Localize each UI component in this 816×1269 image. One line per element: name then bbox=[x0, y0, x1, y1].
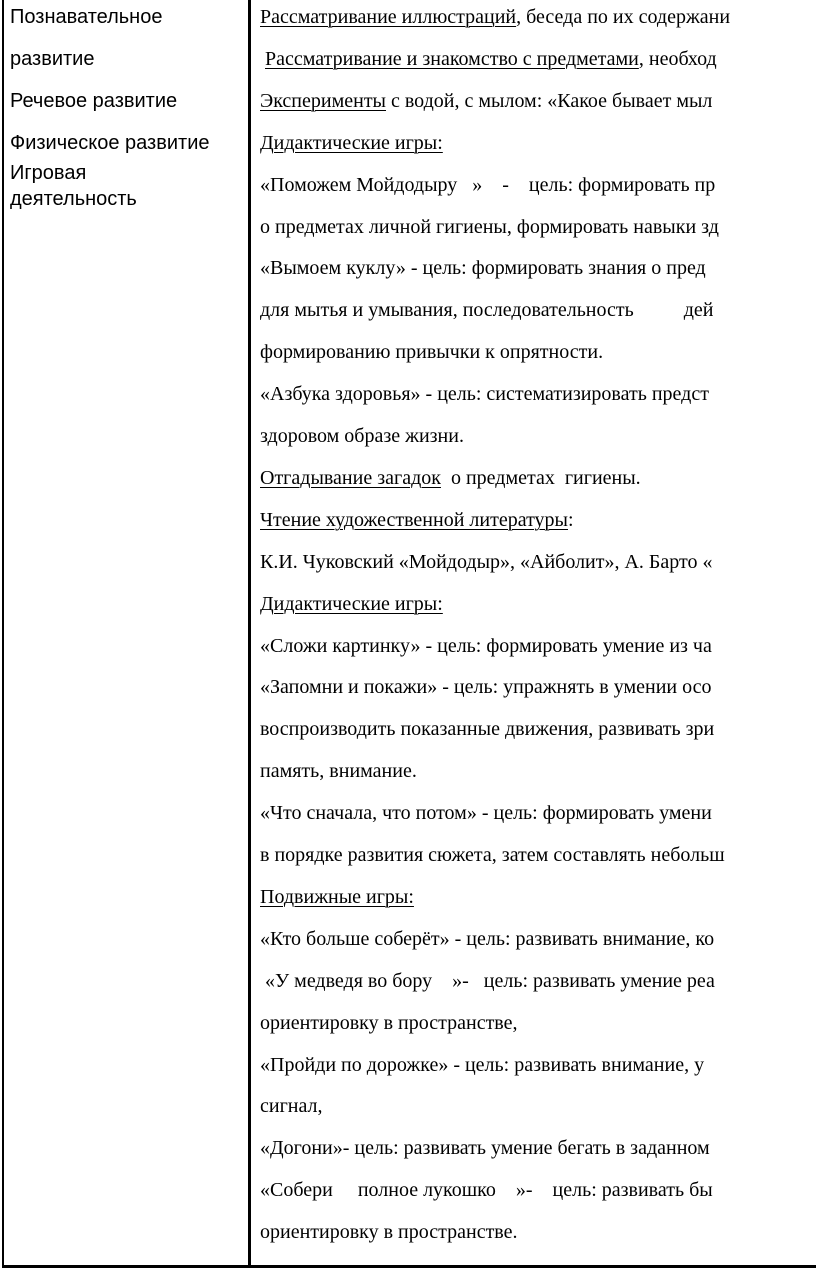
text-line bbox=[260, 1094, 323, 1118]
underlined-heading: Дидактические игры: bbox=[260, 592, 443, 615]
area-label: Речевое развитие bbox=[10, 90, 178, 112]
text-line bbox=[260, 340, 603, 364]
text-line bbox=[260, 1136, 710, 1160]
text-line bbox=[260, 1053, 704, 1077]
line-text: , беседа по их содержани bbox=[516, 6, 731, 28]
text-line bbox=[260, 131, 443, 155]
text-line bbox=[260, 885, 414, 909]
text-line bbox=[260, 759, 417, 783]
line-text: о предметах гигиены. bbox=[440, 466, 641, 489]
text-line bbox=[260, 675, 712, 699]
underlined-heading: Рассматривание и знакомство с предметами bbox=[265, 47, 639, 70]
underlined-heading: Дидактические игры: bbox=[260, 131, 443, 154]
line-text: «Догони»- цель: развивать умение бегать в заданном bbox=[260, 1137, 710, 1160]
line-text: «Собери полное лукошко »- цель: развивать бы bbox=[260, 1179, 713, 1202]
line-text: для мытья и умывания, последовательность дей bbox=[260, 299, 714, 322]
text-line bbox=[260, 466, 641, 490]
underlined-heading: Подвижные игры: bbox=[260, 885, 414, 908]
line-text: с водой, с мылом: «Какое бывает мыл bbox=[386, 89, 713, 112]
area-label: Познавательное bbox=[10, 6, 163, 28]
line-text: «Сложи картинку» - цель: формировать умение из ча bbox=[260, 634, 712, 657]
table-right-column bbox=[260, 0, 816, 1265]
text-line bbox=[260, 215, 719, 239]
line-text: ориентировку в пространстве, bbox=[260, 1011, 518, 1034]
underlined-heading: Отгадывание загадок bbox=[260, 466, 441, 489]
area-label: Физическое развитие bbox=[10, 132, 210, 154]
line-text: «У медведя во бору »- цель: развивать умение реа bbox=[265, 969, 715, 992]
table-bottom-border bbox=[2, 1265, 816, 1268]
line-text: сигнал, bbox=[260, 1095, 323, 1118]
area-label: Игровая bbox=[10, 162, 87, 184]
text-line bbox=[260, 634, 712, 658]
line-text: «Пройди по дорожке» - цель: развивать внимание, у bbox=[260, 1053, 705, 1076]
line-text: формированию привычки к опрятности. bbox=[260, 341, 604, 364]
underlined-heading: Рассматривание иллюстраций bbox=[260, 6, 517, 28]
line-text: : bbox=[568, 508, 574, 531]
text-line bbox=[260, 47, 717, 71]
text-line bbox=[260, 592, 443, 616]
text-line bbox=[260, 424, 464, 448]
line-text: «Запомни и покажи» - цель: упражнять в умении осо bbox=[260, 676, 712, 699]
text-line bbox=[260, 173, 715, 197]
text-line bbox=[260, 256, 706, 280]
text-line bbox=[260, 508, 574, 532]
line-text: , необход bbox=[638, 47, 717, 70]
text-line bbox=[260, 5, 730, 29]
text-line bbox=[260, 717, 714, 741]
text-line bbox=[260, 550, 713, 574]
text-line bbox=[260, 801, 712, 825]
text-line bbox=[260, 298, 714, 322]
line-text: память, внимание. bbox=[260, 760, 417, 783]
line-text: здоровом образе жизни. bbox=[260, 425, 464, 447]
text-line bbox=[260, 843, 725, 867]
area-label: развитие bbox=[10, 48, 95, 70]
line-text: в порядке развития сюжета, затем составлять небольш bbox=[260, 844, 725, 866]
line-text: «Кто больше соберёт» - цель: развивать внимание, ко bbox=[260, 927, 715, 950]
text-line bbox=[260, 927, 714, 951]
table-left-border bbox=[2, 0, 4, 1268]
text-line bbox=[260, 1178, 713, 1202]
text-line bbox=[260, 969, 715, 993]
underlined-heading: Чтение художественной литературы bbox=[260, 508, 568, 531]
area-label: деятельность bbox=[10, 188, 137, 210]
line-text: воспроизводить показанные движения, развивать зри bbox=[260, 718, 715, 741]
line-text: «Азбука здоровья» - цель: систематизировать предст bbox=[260, 383, 709, 406]
underlined-heading: Эксперименты bbox=[260, 89, 386, 112]
line-text: «Что сначала, что потом» - цель: формировать умени bbox=[260, 802, 712, 825]
text-line bbox=[260, 89, 712, 113]
line-text: «Вымоем куклу» - цель: формировать знания о пред bbox=[260, 257, 706, 280]
text-line bbox=[260, 1011, 518, 1035]
table-column-divider bbox=[248, 0, 251, 1268]
text-line bbox=[260, 382, 709, 406]
line-text: «Поможем Мойдодыру » - цель: формировать пр bbox=[260, 173, 716, 196]
text-line bbox=[260, 1220, 518, 1244]
line-text: ориентировку в пространстве. bbox=[260, 1221, 518, 1244]
line-text: о предметах личной гигиены, формировать навыки зд bbox=[260, 215, 719, 238]
line-text: К.И. Чуковский «Мойдодыр», «Айболит», А. Барто « bbox=[260, 550, 713, 573]
